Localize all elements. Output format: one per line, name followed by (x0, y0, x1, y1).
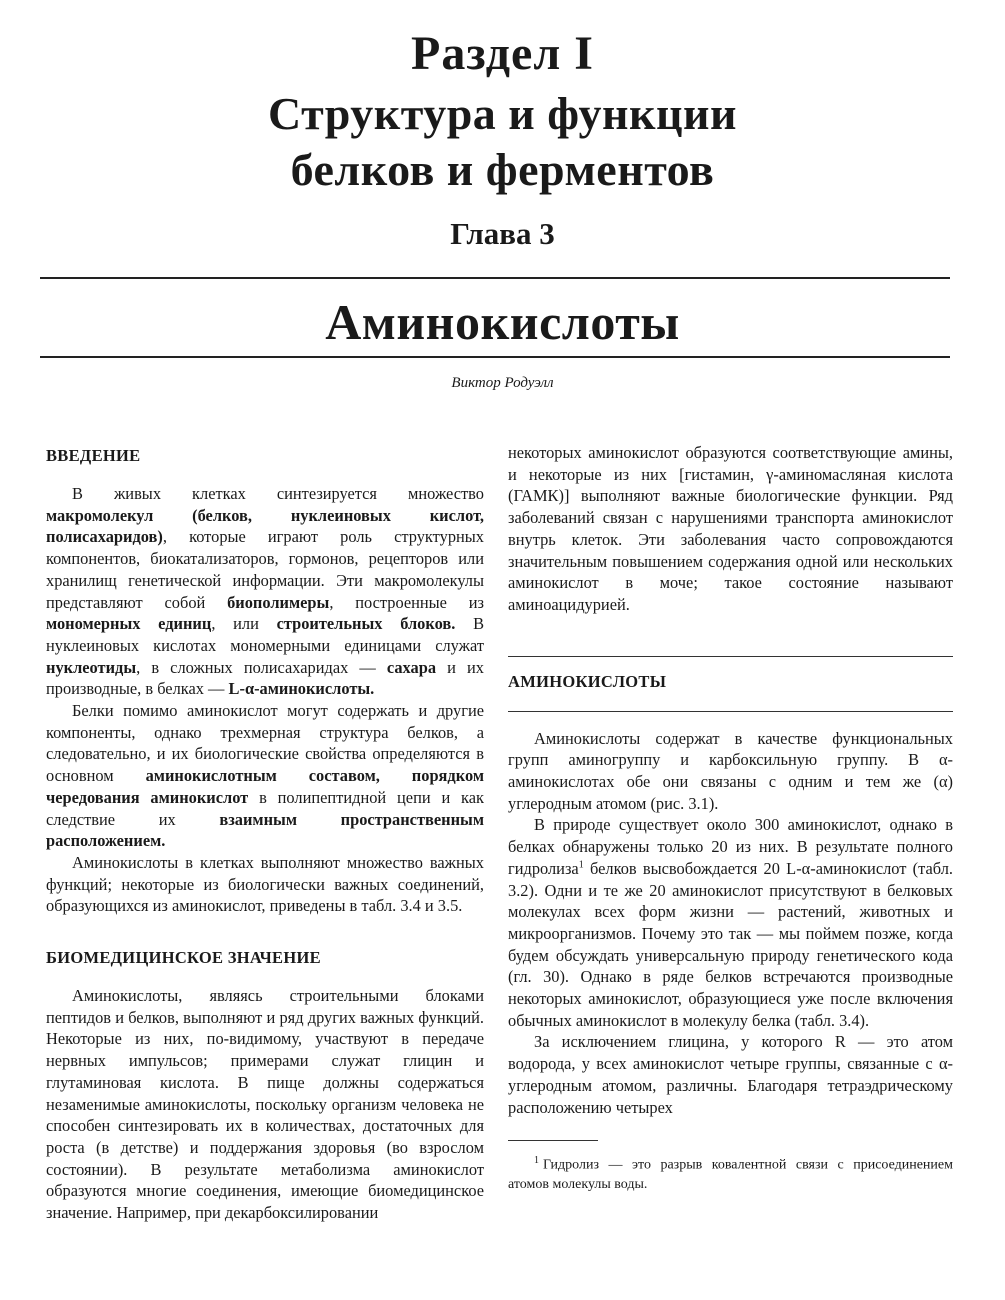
intro-paragraph-1: В живых клетках синтезируется множество макромолекул (белков, нуклеиновых кислот, полисахаридов), которые играют роль структурных компонентов, биокатализаторов, гормонов, рецепторов или хранилищ генетической информации. Эти макромолекулы представляют собой биополимеры, построенные из мономерных единиц, или строительных блоков. В нуклеиновых кислотах мономерными единицами служат нуклеотиды, в сложных полисахаридах — сахара и их производные, в белках — L-α-аминокислоты. (46, 484, 485, 699)
top-divider (40, 277, 950, 279)
left-column (46, 445, 484, 1224)
author: Виктор Родуэлл (451, 375, 554, 391)
footnote-rule (508, 1140, 598, 1141)
footnote-number: 1 (534, 1155, 539, 1167)
biomed-paragraph-1-continued: некоторых аминокислот образуются соответствующие амины, и некоторые из них [гистамин, γ-аминомасляная кислота (ГАМК)] выполняют важные биологические функции. Ряд заболеваний связан с нарушениями транспорта аминокислот внутрь клеток. Эти заболевания часто сопровождаются значительным повышением содержания одной или нескольких аминокислот в моче; такое состояние называют аминоацидурией. (508, 443, 953, 614)
amino-heading: АМИНОКИСЛОТЫ (508, 671, 667, 691)
section-title-line2: белков и ферментов (290, 144, 715, 195)
section-label: Раздел I (411, 27, 594, 80)
bottom-divider (40, 356, 950, 358)
section-title (0, 86, 1005, 198)
chapter-title: Аминокислоты (325, 294, 680, 350)
intro-heading: ВВЕДЕНИЕ (46, 446, 141, 465)
biomed-paragraph-1: Аминокислоты, являясь строительными блоками пептидов и белков, выполняют и ряд других важных функций. Некоторые из них, по-видимому, участвуют в передаче нервных импульсов; примерами служат глицин и глутаминовая кислота. В пище должны содержаться незаменимые аминокислоты, поскольку организм человека не способен синтезировать их в количествах, достаточных для роста (в детстве) и поддержания здоровья (во взрослом состоянии). В результате метаболизма аминокислот образуются многие соединения, имеющие биомедицинское значение. Например, при декарбоксилировании (46, 986, 484, 1223)
intro-paragraph-2: Белки помимо аминокислот могут содержать и другие компоненты, однако трехмерная структура белков, а следовательно, и их биологические свойства определяются в основном аминокислотным составом, порядком чередования аминокислот в полипептидной цепи и как следствие их взаимным пространственным расположением. (46, 701, 484, 851)
right-column (508, 442, 953, 1194)
amino-paragraph-2: В природе существует около 300 аминокислот, однако в белках обнаружены только 20 из них. В результате полного гидролиза$^1$ белков высвобождается 20 L-α-аминокислот (табл. 3.2). Одни и те же 20 аминокислот присутствуют в белковых молекулах всех форм жизни — растений, животных и микроорганизмов. Почему это так — мы поймем позже, когда будем обсуждать универсальную природу генетического кода (гл. 30). Однако в ряде белков встречаются производные некоторых аминокислот, образующиеся уже после включения обычных аминокислот в молекулу белка (табл. 3.4). (508, 815, 953, 1030)
footnote-text: Гидролиз — это разрыв ковалентной связи с присоединением атомов молекулы воды. (508, 1157, 953, 1192)
section-title-line1: Структура и функции (267, 88, 738, 139)
intro-paragraph-3: Аминокислоты в клетках выполняют множество важных функций; некоторые из биологически важных соединений, образующихся из аминокислот, приведены в табл. 3.4 и 3.5. (46, 852, 484, 916)
biomed-heading: БИОМЕДИЦИНСКОЕ ЗНАЧЕНИЕ (46, 948, 321, 968)
footnote (508, 1151, 953, 1194)
amino-paragraph-1: Аминокислоты содержат в качестве функциональных групп аминогруппу и карбоксильную группу. В α-аминокислотах обе они связаны с одним и тем же (α) углеродным атомом (рис. 3.1). (508, 728, 953, 813)
amino-paragraph-3: За исключением глицина, у которого R — это атом водорода, у всех аминокислот четыре группы, связанные с α-углеродным атомом, различны. Благодаря тетраэдрическому расположению четырех (508, 1032, 953, 1117)
chapter-label: Глава 3 (450, 216, 555, 251)
footnote-ref: 1 (578, 859, 584, 871)
